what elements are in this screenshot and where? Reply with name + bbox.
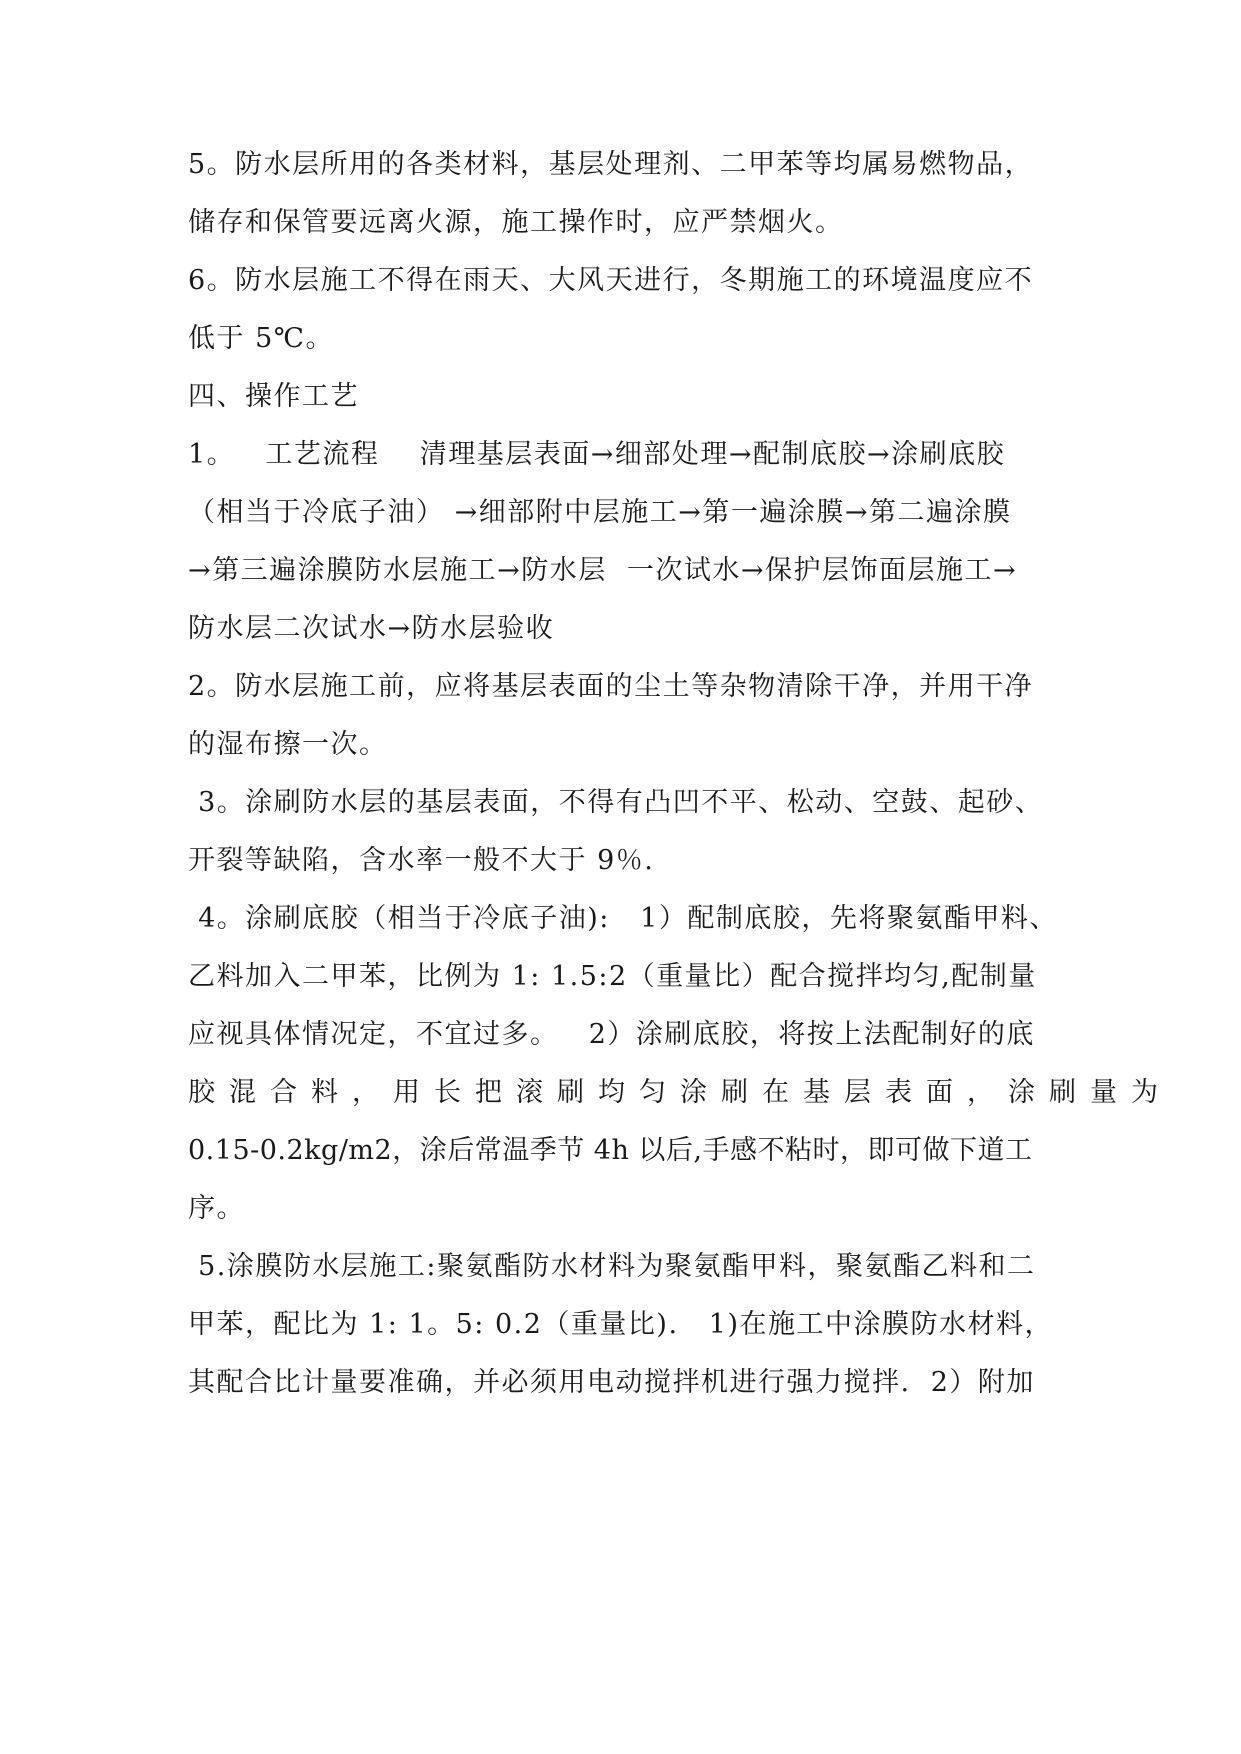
text-line-2: 储存和保管要远离火源，施工操作时，应严禁烟火。: [188, 207, 844, 238]
text-line-17: 胶混合料，用长把滚刷均匀涂刷在基层表面，涂刷量为: [188, 1077, 1172, 1108]
text-line-21: 甲苯，配比为 1: 1。5: 0.2（重量比). 1)在施工中涂膜防水材料，: [188, 1309, 1053, 1340]
text-line-14: 4。涂刷底胶（相当于冷底子油): 1）配制底胶，先将聚氨酯甲料、: [188, 903, 1058, 934]
section-heading-operation-process: 四、操作工艺: [188, 381, 359, 412]
text-line-12: 3。涂刷防水层的基层表面，不得有凸凹不平、松动、空鼓、起砂、: [188, 787, 1044, 818]
text-line-11: 的湿布擦一次。: [188, 729, 388, 760]
text-line-9: 防水层二次试水→防水层验收: [188, 613, 555, 644]
text-line-8: →第三遍涂膜防水层施工→防水层 一次试水→保护层饰面层施工→: [188, 555, 1018, 586]
text-line-20: 5.涂膜防水层施工:聚氨酯防水材料为聚氨酯甲料，聚氨酯乙料和二: [188, 1251, 1036, 1282]
text-line-13: 开裂等缺陷，含水率一般不大于 9％.: [188, 845, 655, 876]
text-line-15: 乙料加入二甲苯，比例为 1: 1.5:2（重量比）配合搅拌均匀,配制量: [188, 961, 1037, 992]
text-line-6: 1。 工艺流程 清理基层表面→细部处理→配制底胶→涂刷底胶: [188, 439, 1006, 470]
text-line-10: 2。防水层施工前，应将基层表面的尘土等杂物清除干净，并用干净: [188, 671, 1034, 702]
text-line-3: 6。防水层施工不得在雨天、大风天进行，冬期施工的环境温度应不: [188, 265, 1034, 296]
text-line-19: 序。: [188, 1193, 245, 1224]
text-line-16: 应视具体情况定，不宜过多。 2）涂刷底胶，将按上法配制好的底: [188, 1019, 1035, 1050]
text-line-7: （相当于冷底子油） →细部附中层施工→第一遍涂膜→第二遍涂膜: [188, 497, 1012, 528]
text-line-18: 0.15-0.2kg/m2，涂后常温季节 4h 以后,手感不粘时，即可做下道工: [188, 1135, 1033, 1166]
text-line-4: 低于 5℃。: [188, 323, 334, 354]
text-line-22: 其配合比计量要准确，并必须用电动搅拌机进行强力搅拌. 2）附加: [188, 1367, 1035, 1398]
text-line-1: 5。防水层所用的各类材料，基层处理剂、二甲苯等均属易燃物品，: [188, 149, 1034, 180]
